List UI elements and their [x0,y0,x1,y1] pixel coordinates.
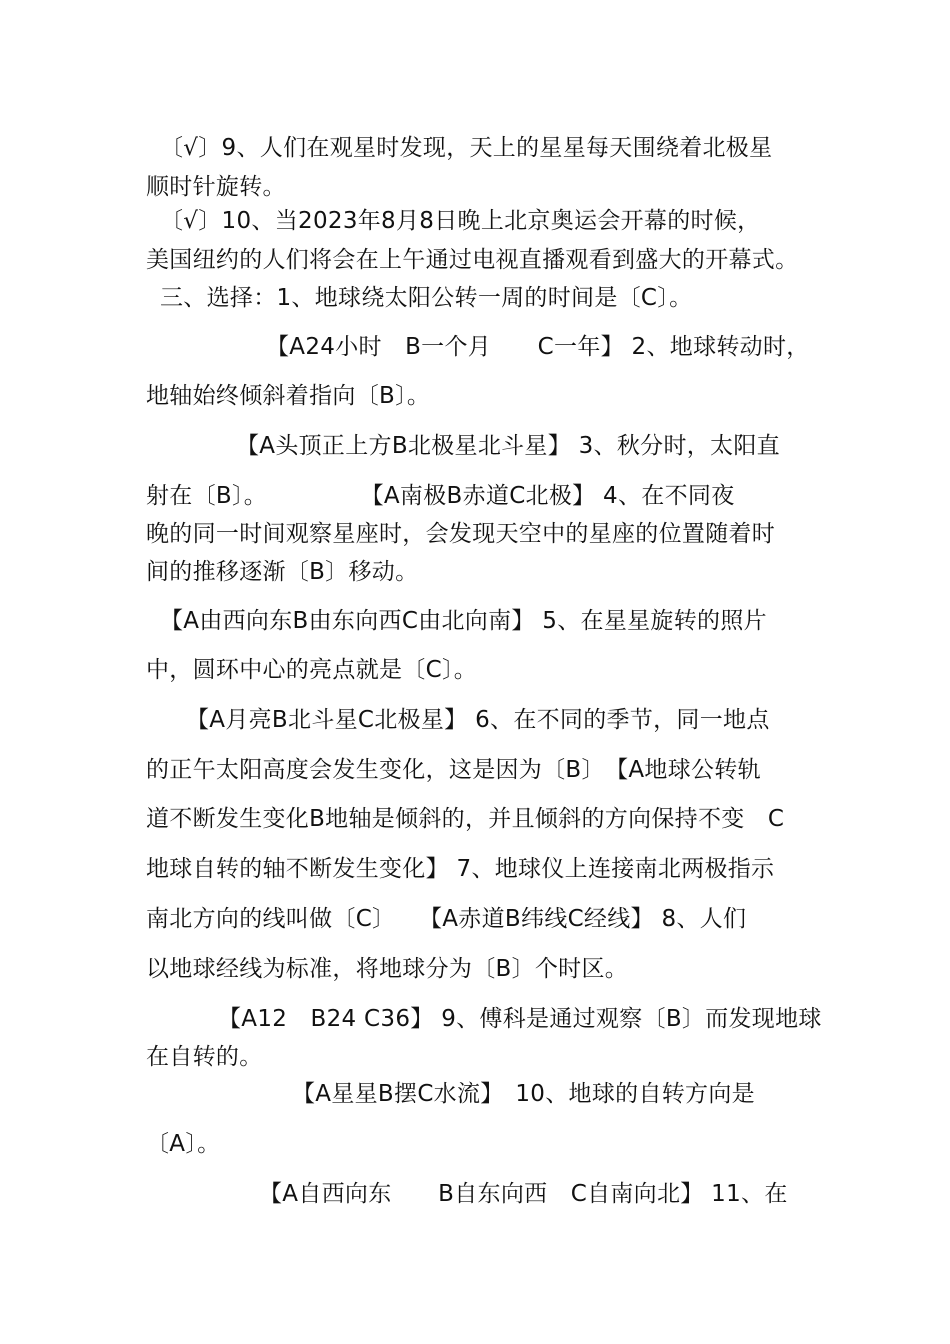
text-line: 〔√〕9、人们在观星时发现，天上的星星每天围绕着北极星 [160,135,773,161]
text-line: 【A月亮B北斗星C北极星】 6、在不同的季节，同一地点 [186,707,770,733]
text-line: 【A自西向东 B自东向西 C自南向北】 11、在 [259,1181,788,1207]
text-line: 〔√〕10、当2023年8月8日晚上北京奥运会开幕的时候， [160,208,761,234]
text-line: 中，圆环中心的亮点就是〔C〕。 [146,657,478,683]
text-line: 〔A〕。 [146,1131,221,1157]
text-line: 【A星星B摆C水流】 10、地球的自转方向是 [292,1081,755,1107]
text-line: 道不断发生变化B地轴是倾斜的，并且倾斜的方向保持不变 C [146,806,785,832]
text-line: 顺时针旋转。 [146,174,286,200]
text-line: 间的推移逐渐〔B〕移动。 [146,559,419,585]
text-line: 地球自转的轴不断发生变化】 7、地球仪上连接南北两极指示 [146,856,775,882]
text-line: 以地球经线为标准，将地球分为〔B〕个时区。 [146,956,629,982]
text-line: 晚的同一时间观察星座时，会发现天空中的星座的位置随着时 [146,521,776,547]
text-line: 在自转的。 [146,1044,263,1070]
text-line: 射在〔B〕。 【A南极B赤道C北极】 4、在不同夜 [146,483,735,509]
text-line: 的正午太阳高度会发生变化，这是因为〔B〕 【A地球公转轨 [146,757,761,783]
text-line: 南北方向的线叫做〔C〕 【A赤道B纬线C经线】 8、人们 [146,906,747,932]
text-line: 【A头顶正上方B北极星北斗星】 3、秋分时，太阳直 [236,433,780,459]
text-line: 【A24小时 B一个月 C一年】 2、地球转动时， [266,334,810,360]
text-line: 三、选择：1、地球绕太阳公转一周的时间是〔C〕。 [160,285,693,311]
text-line: 【A12 B24 C36】 9、傅科是通过观察〔B〕而发现地球 [218,1006,822,1032]
text-line: 地轴始终倾斜着指向〔B〕。 [146,383,431,409]
text-line: 【A由西向东B由东向西C由北向南】 5、在星星旋转的照片 [160,608,767,634]
text-line: 美国纽约的人们将会在上午通过电视直播观看到盛大的开幕式。 [146,247,799,273]
